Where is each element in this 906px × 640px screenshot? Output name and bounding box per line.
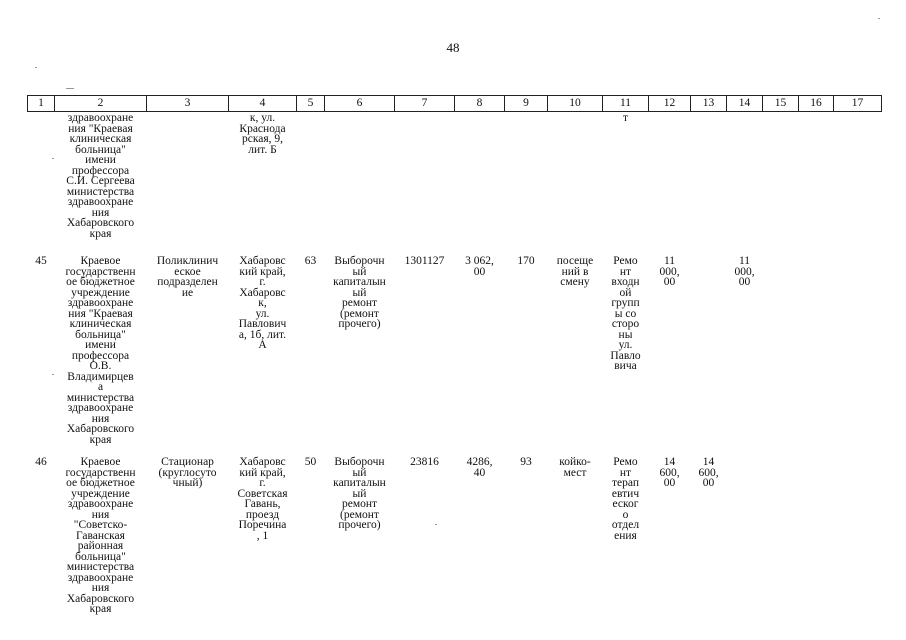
column-number-row bbox=[28, 96, 882, 112]
table-cell bbox=[834, 454, 882, 617]
table-cell: 14 600, 00 bbox=[698, 456, 719, 489]
table-cell bbox=[799, 112, 834, 254]
institution-cell: Краевое государственн ое бюджетное учреждение здравоохране ния "Краевая клиническая больница" имени профессора О.В. Владимирцев а министерства здравоохране ния Хабаровского края bbox=[65, 255, 136, 446]
table-cell bbox=[691, 112, 727, 254]
row-number-cell: 46 bbox=[35, 456, 47, 468]
table-cell: 4286, 40 bbox=[466, 456, 493, 479]
column-header: 15 bbox=[763, 96, 799, 112]
table-cell: 23816 bbox=[410, 456, 439, 468]
table-cell: 50 bbox=[304, 456, 317, 468]
table-row bbox=[28, 253, 882, 454]
page-number: 48 bbox=[446, 40, 460, 55]
table-cell bbox=[799, 253, 834, 454]
table-cell bbox=[455, 112, 505, 254]
table-cell: 11 000, 00 bbox=[659, 255, 680, 288]
address-cell: к, ул. Краснода рская, 9, лит. Б bbox=[239, 112, 286, 156]
table-cell: посеще ний в смену bbox=[556, 255, 594, 288]
column-header: 10 bbox=[548, 96, 603, 112]
row-number-cell: 45 bbox=[35, 255, 47, 267]
repair-description-cell: Ремо нт терап евтич еског о отдел ения bbox=[611, 456, 640, 542]
table-cell: 11 000, 00 bbox=[734, 255, 755, 288]
table-cell bbox=[395, 112, 455, 254]
repair-description-cell: т bbox=[622, 112, 629, 124]
column-header: 14 bbox=[727, 96, 763, 112]
scan-speck bbox=[66, 88, 74, 89]
address-cell: Хабаровс кий край, г. Хабаровс к, ул. Павлович а, 1б, лит. А bbox=[238, 255, 287, 351]
table-cell bbox=[834, 253, 882, 454]
column-header: 8 bbox=[455, 96, 505, 112]
table-cell: 63 bbox=[304, 255, 317, 267]
address-cell: Хабаровс кий край, г. Советская Гавань, проезд Поречина , 1 bbox=[237, 456, 288, 542]
column-header: 2 bbox=[55, 96, 147, 112]
table-cell: 93 bbox=[520, 456, 532, 468]
column-header: 3 bbox=[147, 96, 229, 112]
table-cell bbox=[691, 253, 727, 454]
table-cell bbox=[799, 454, 834, 617]
column-header: 4 bbox=[229, 96, 297, 112]
table-cell: койко- мест bbox=[559, 456, 591, 479]
table-cell: 3 062, 00 bbox=[465, 255, 494, 278]
facility-type-cell: Поликлинич еское подразделен ие bbox=[156, 255, 219, 299]
table-cell bbox=[727, 454, 763, 617]
column-header: 16 bbox=[799, 96, 834, 112]
table-cell bbox=[834, 112, 882, 254]
repair-plan-table bbox=[27, 95, 882, 617]
facility-type-cell: Стационар (круглосуто чный) bbox=[158, 456, 217, 489]
table-cell: 1301127 bbox=[404, 255, 445, 267]
work-type-cell: Выборочн ый капиталын ый ремонт (ремонт прочего) bbox=[333, 456, 386, 531]
column-header: 6 bbox=[325, 96, 395, 112]
column-header: 17 bbox=[834, 96, 882, 112]
table-cell bbox=[297, 112, 325, 254]
column-header: 9 bbox=[505, 96, 548, 112]
column-header: 7 bbox=[395, 96, 455, 112]
table-cell: 14 600, 00 bbox=[659, 456, 680, 489]
table-cell: 170 bbox=[517, 255, 535, 267]
table-cell bbox=[763, 112, 799, 254]
work-type-cell bbox=[325, 112, 395, 254]
institution-cell: здравоохране ния "Краевая клиническая больница" имени профессора С.И. Сергеева министерства здравоохране ния Хабаровского края bbox=[66, 112, 135, 240]
column-header: 12 bbox=[649, 96, 691, 112]
table-cell bbox=[649, 112, 691, 254]
work-type-cell: Выборочн ый капиталын ый ремонт (ремонт прочего) bbox=[333, 255, 386, 330]
scan-speck bbox=[878, 18, 880, 19]
scan-speck bbox=[35, 67, 37, 68]
table-cell bbox=[548, 112, 603, 254]
repair-description-cell: Ремо нт входн ой групп ы со сторо ны ул. Павло вича bbox=[610, 255, 641, 372]
row-number-cell bbox=[28, 112, 55, 254]
table-cell bbox=[763, 454, 799, 617]
table-cell bbox=[505, 112, 548, 254]
table-row bbox=[28, 454, 882, 617]
table-cell bbox=[727, 112, 763, 254]
table-cell bbox=[763, 253, 799, 454]
column-header: 1 bbox=[28, 96, 55, 112]
table-row bbox=[28, 112, 882, 254]
column-header: 13 bbox=[691, 96, 727, 112]
column-header: 5 bbox=[297, 96, 325, 112]
institution-cell: Краевое государственн ое бюджетное учреждение здравоохране ния "Советско- Гаванская районная больница" министерства здравоохране ния Хабаровского края bbox=[65, 456, 136, 615]
facility-type-cell bbox=[147, 112, 229, 254]
column-header: 11 bbox=[603, 96, 649, 112]
